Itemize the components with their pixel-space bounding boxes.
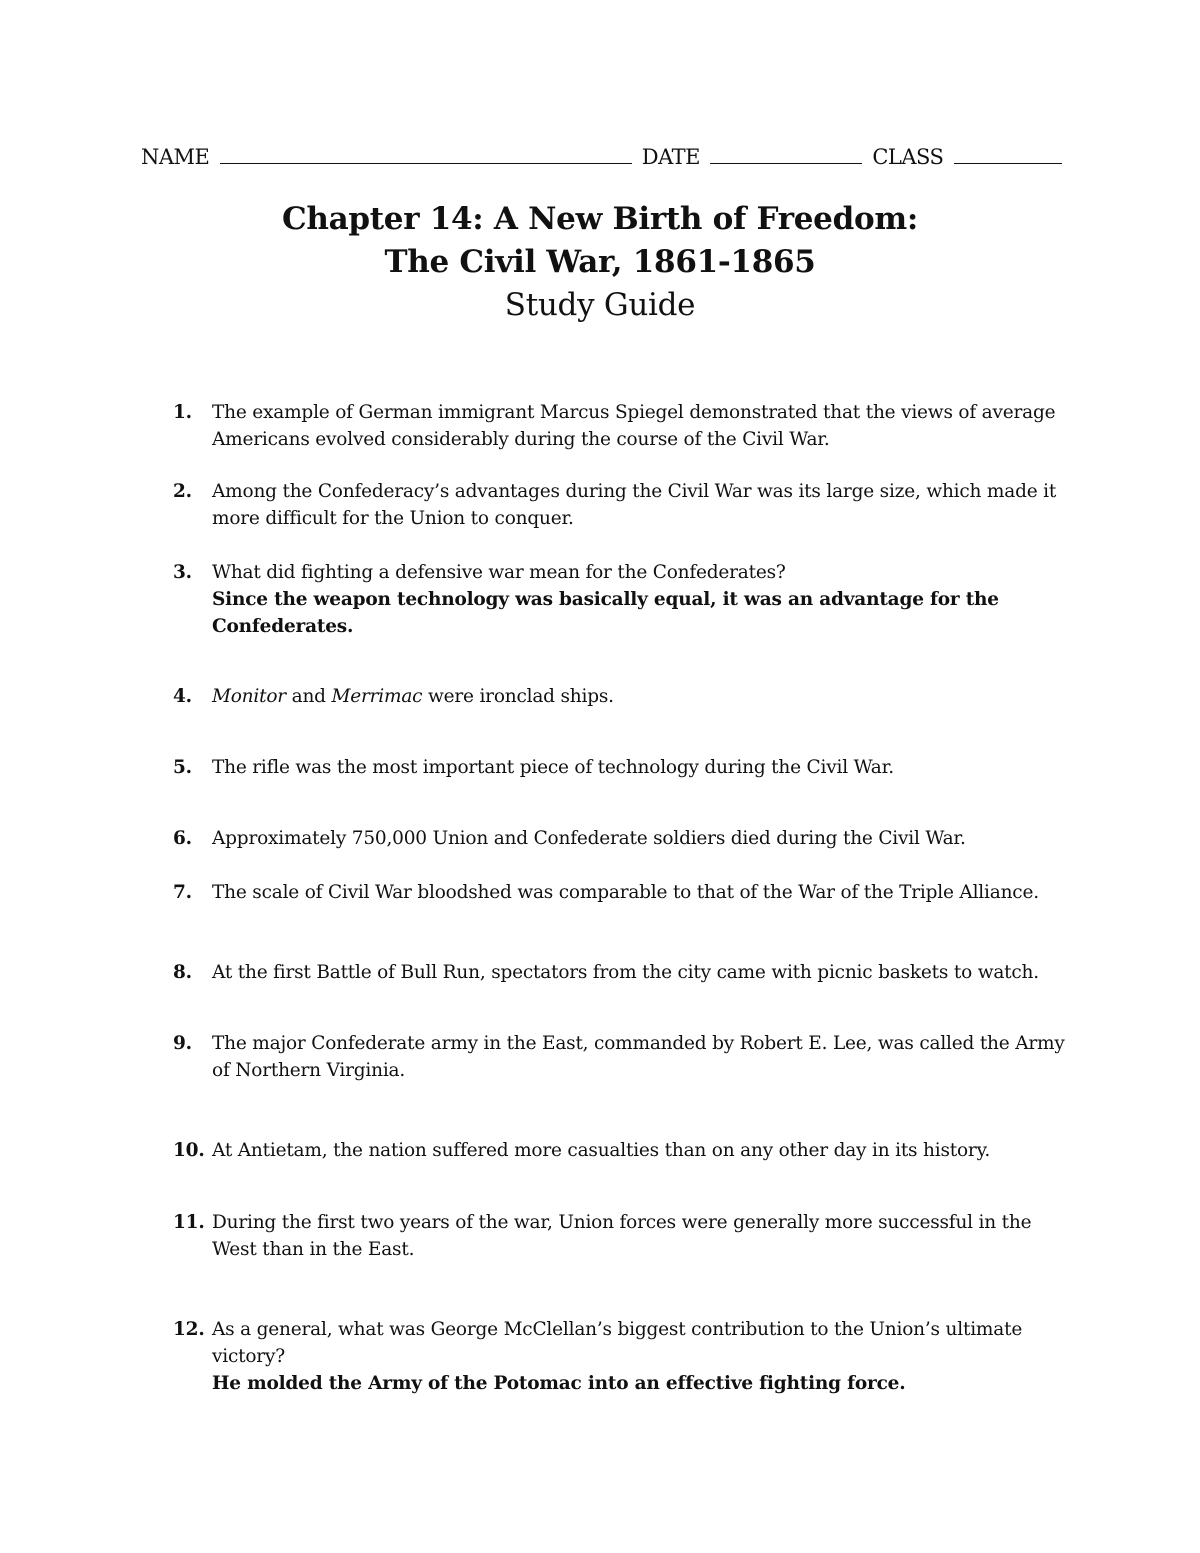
question-text: The rifle was the most important piece of technology during the Civil War. xyxy=(212,757,894,778)
title-block xyxy=(0,198,1200,327)
ship-name-monitor: Monitor xyxy=(212,686,286,707)
title-line-1: Chapter 14: A New Birth of Freedom: xyxy=(281,201,918,237)
question-10 xyxy=(173,1137,1073,1164)
question-2 xyxy=(173,478,1073,532)
question-7 xyxy=(173,879,1073,906)
question-text: Approximately 750,000 Union and Confederate soldiers died during the Civil War. xyxy=(212,828,966,849)
class-blank[interactable] xyxy=(954,141,1062,164)
question-4 xyxy=(173,683,1073,710)
question-number: 12. xyxy=(173,1319,205,1340)
question-number: 5. xyxy=(173,757,192,778)
question-text: During the first two years of the war, Union forces were generally more successful in the West than in the East. xyxy=(212,1212,1032,1260)
question-number: 8. xyxy=(173,962,192,983)
question-text xyxy=(212,683,1073,710)
class-label: CLASS xyxy=(872,145,944,169)
question-number: 6. xyxy=(173,828,192,849)
question-number: 1. xyxy=(173,402,192,423)
title-line-2: The Civil War, 1861-1865 xyxy=(384,244,816,280)
student-info-header xyxy=(141,141,1059,172)
question-text: At Antietam, the nation suffered more casualties than on any other day in its history. xyxy=(212,1140,991,1161)
date-blank[interactable] xyxy=(710,141,862,164)
question-3 xyxy=(173,559,1073,640)
question-number: 11. xyxy=(173,1212,205,1233)
question-text: What did fighting a defensive war mean for the Confederates? xyxy=(212,562,786,583)
question-text: The scale of Civil War bloodshed was comparable to that of the War of the Triple Alliance. xyxy=(212,882,1039,903)
question-number: 3. xyxy=(173,562,192,583)
question-11 xyxy=(173,1209,1073,1263)
question-number: 9. xyxy=(173,1033,192,1054)
question-text: At the first Battle of Bull Run, spectators from the city came with picnic baskets to watch. xyxy=(212,962,1039,983)
date-label: DATE xyxy=(641,145,700,169)
question-text-mid: and xyxy=(285,686,332,707)
name-blank[interactable] xyxy=(220,141,632,164)
question-8 xyxy=(173,959,1073,986)
question-6 xyxy=(173,825,1073,852)
subtitle: Study Guide xyxy=(504,287,696,323)
question-number: 7. xyxy=(173,882,192,903)
question-text: The example of German immigrant Marcus Spiegel demonstrated that the views of average Americans evolved considerably during the course of the Civil War. xyxy=(212,402,1056,450)
ship-name-merrimac: Merrimac xyxy=(331,686,423,707)
answer-text: Since the weapon technology was basically equal, it was an advantage for the Confederates. xyxy=(212,589,999,637)
question-5 xyxy=(173,754,1073,781)
question-number: 4. xyxy=(173,686,192,707)
question-number: 2. xyxy=(173,481,192,502)
question-9 xyxy=(173,1030,1073,1084)
question-text: The major Confederate army in the East, commanded by Robert E. Lee, was called the Army of Northern Virginia. xyxy=(212,1033,1065,1081)
question-12 xyxy=(173,1316,1073,1397)
question-text: Among the Confederacy’s advantages during the Civil War was its large size, which made it more difficult for the Union to conquer. xyxy=(212,481,1057,529)
question-1 xyxy=(173,399,1073,453)
name-label: NAME xyxy=(141,145,210,169)
question-number: 10. xyxy=(173,1140,205,1161)
question-text: As a general, what was George McClellan’s biggest contribution to the Union’s ultimate victory? xyxy=(212,1319,1023,1367)
answer-text: He molded the Army of the Potomac into an effective fighting force. xyxy=(212,1373,906,1394)
question-text-rest: were ironclad ships. xyxy=(422,686,614,707)
